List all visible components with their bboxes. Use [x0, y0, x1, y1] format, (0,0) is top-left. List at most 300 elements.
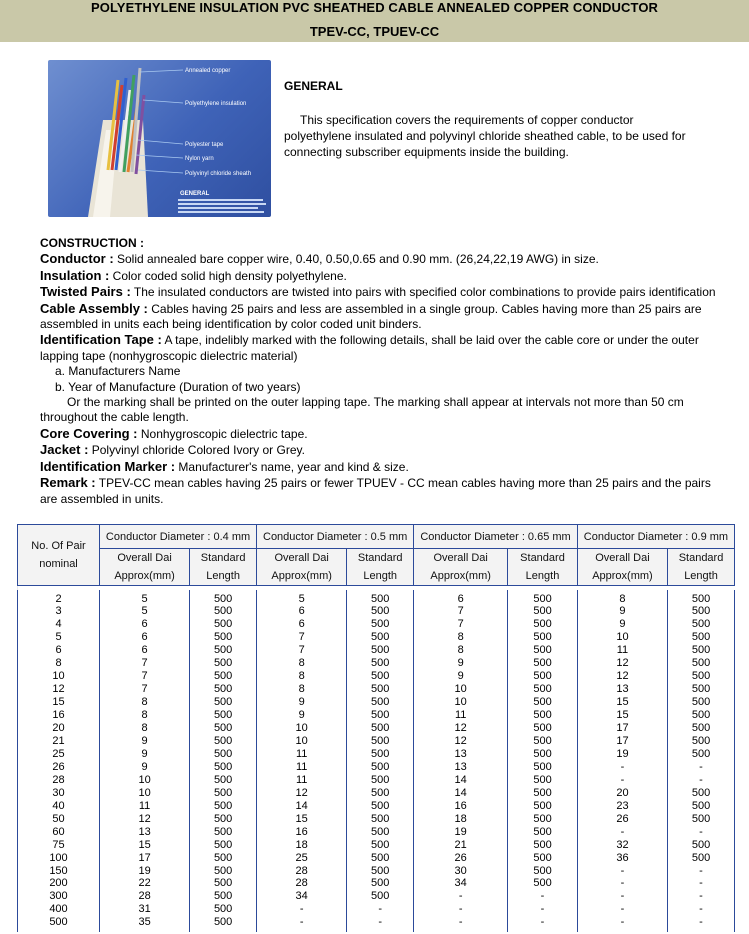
table-cell: 19	[616, 747, 629, 760]
table-cell: 28	[295, 864, 308, 877]
table-cell: 500	[371, 760, 390, 773]
table-cell: -	[620, 890, 625, 903]
table-cell: 12	[138, 812, 151, 825]
table-cell: -	[620, 825, 625, 838]
table-cell: 500	[533, 825, 552, 838]
table-cell: 15	[295, 812, 308, 825]
table-cell: 500	[533, 851, 552, 864]
table-cell: 500	[213, 786, 233, 799]
subheader-overall-dia-line1: Overall Dai	[433, 552, 488, 564]
table-cell: 17	[138, 851, 151, 864]
table-cell: 500	[691, 812, 711, 825]
table-cell: 500	[371, 709, 390, 722]
table-cell: 11	[295, 747, 308, 760]
table-cell: 500	[213, 825, 233, 838]
table-cell: 500	[49, 916, 68, 929]
twisted-line	[40, 284, 720, 300]
table-cell: 8	[55, 657, 62, 670]
table-cell: 8	[619, 592, 626, 605]
table-cell: 9	[619, 618, 626, 631]
table-cell: 7	[141, 670, 148, 683]
core-line	[40, 426, 720, 442]
table-cell: 7	[141, 657, 148, 670]
table-cell: 500	[213, 890, 233, 903]
table-cell: 500	[213, 747, 233, 760]
table-cell: 500	[213, 773, 233, 786]
table-cell: -	[458, 903, 463, 916]
table-cell: 75	[52, 838, 65, 851]
table-cell: 11	[616, 644, 629, 657]
table-cell: 16	[454, 799, 467, 812]
table-cell: 8	[141, 696, 148, 709]
table-cell: -	[699, 877, 703, 890]
table-cell: -	[699, 760, 703, 773]
table-cell: 40	[52, 799, 65, 812]
table-cell: 32	[616, 838, 629, 851]
page-header	[0, 0, 749, 42]
table-cell: -	[620, 864, 625, 877]
table-cell: 8	[457, 644, 464, 657]
table-cell: 16	[52, 709, 65, 722]
table-cell: 9	[298, 709, 305, 722]
table-cell: 500	[371, 799, 390, 812]
label-annealed-copper: Annealed copper	[185, 68, 231, 74]
table-cell: -	[699, 890, 703, 903]
table-cell: 500	[371, 670, 390, 683]
table-cell: 500	[371, 838, 390, 851]
table-cell: 20	[52, 722, 65, 735]
table-cell: 500	[533, 786, 552, 799]
table-cell: 7	[298, 631, 305, 644]
table-cell: -	[620, 916, 625, 929]
table-cell: 5	[141, 592, 148, 605]
table-cell: 2	[55, 592, 62, 605]
table-cell: -	[540, 916, 545, 929]
subheader-overall-dia	[257, 549, 347, 586]
jacket-line	[40, 442, 720, 458]
group-header-0.9: Conductor Diameter : 0.9 mm	[577, 525, 734, 549]
cable-spec-table	[17, 524, 735, 932]
subheader-overall-dia-line2: Approx(mm)	[430, 570, 491, 582]
table-cell: 6	[298, 618, 305, 631]
table-cell: 500	[691, 709, 711, 722]
subheader-standard-length	[668, 549, 735, 586]
construction-section	[40, 236, 720, 507]
table-cell: 12	[616, 670, 629, 683]
table-cell: 500	[213, 722, 233, 735]
subheader-standard-length	[347, 549, 414, 586]
table-cell: 7	[457, 618, 464, 631]
table-cell: 11	[295, 760, 308, 773]
table-cell: 500	[371, 786, 390, 799]
table-cell: 28	[295, 877, 308, 890]
table-cell: 10	[138, 786, 151, 799]
table-cell: 12	[454, 734, 467, 747]
table-cell: 21	[52, 734, 65, 747]
table-cell: 500	[691, 799, 711, 812]
table-cell: -	[620, 877, 625, 890]
len-0.9-column	[668, 590, 735, 933]
table-cell: 18	[454, 812, 467, 825]
table-cell: 500	[213, 618, 233, 631]
table-cell: 500	[533, 618, 552, 631]
subheader-standard-length-line2: Length	[363, 570, 398, 582]
page-title: POLYETHYLENE INSULATION PVC SHEATHED CABLE ANNEALED COPPER CONDUCTOR	[90, 0, 659, 15]
table-cell: 12	[295, 786, 308, 799]
table-cell: 500	[691, 631, 711, 644]
table-cell: -	[378, 903, 383, 916]
label-polyester-tape: Polyester tape	[185, 142, 224, 148]
table-cell: -	[699, 825, 703, 838]
table-cell: -	[620, 903, 625, 916]
table-cell: 31	[138, 903, 151, 916]
subheader-standard-length	[508, 549, 578, 586]
table-cell: 200	[49, 877, 68, 890]
table-cell: 9	[457, 670, 464, 683]
table-cell: 21	[454, 838, 467, 851]
table-cell: 10	[295, 722, 308, 735]
construction-heading: CONSTRUCTION :	[40, 236, 144, 250]
table-cell: 500	[371, 747, 390, 760]
idtape-item-a: a. Manufacturers Name	[55, 364, 181, 379]
subheader-overall-dia	[414, 549, 508, 586]
table-cell: 100	[49, 851, 68, 864]
table-cell: 500	[691, 696, 711, 709]
table-cell: 19	[138, 864, 151, 877]
marker-label: Identification Marker :	[40, 458, 176, 474]
table-cell: 11	[454, 709, 467, 722]
table-cell: -	[699, 916, 703, 929]
marker-line	[40, 459, 720, 475]
table-cell: 500	[533, 670, 552, 683]
table-cell: 5	[298, 592, 305, 605]
conductor-line	[40, 251, 720, 267]
table-cell: 13	[454, 747, 467, 760]
subheader-standard-length-line1: Standard	[200, 552, 246, 564]
table-cell: 500	[213, 734, 233, 747]
table-cell: 3	[55, 605, 62, 618]
table-cell: 6	[298, 605, 305, 618]
table-cell: 500	[371, 877, 390, 890]
table-cell: 500	[533, 864, 552, 877]
table-cell: 500	[371, 773, 390, 786]
table-cell: 8	[141, 709, 148, 722]
table-cell: 11	[138, 799, 151, 812]
table-cell: 6	[457, 592, 464, 605]
table-cell: 4	[55, 618, 62, 631]
col-header-pairs-line2: nominal	[39, 558, 78, 570]
table-cell: 500	[691, 734, 711, 747]
table-cell: 500	[533, 696, 552, 709]
table-cell: 400	[49, 903, 68, 916]
table-cell: 500	[213, 851, 233, 864]
table-cell: 9	[619, 605, 626, 618]
group-header-0.4: Conductor Diameter : 0.4 mm	[100, 525, 257, 549]
table-cell: 500	[371, 825, 390, 838]
assembly-label: Cable Assembly :	[40, 300, 148, 316]
table-cell: 500	[691, 670, 711, 683]
subheader-standard-length	[190, 549, 257, 586]
subheader-overall-dia-line1: Overall Dai	[117, 552, 172, 564]
table-cell: 500	[371, 644, 390, 657]
table-cell: 9	[141, 760, 148, 773]
table-cell: 9	[141, 734, 148, 747]
table-cell: 25	[52, 747, 65, 760]
table-cell: 500	[213, 812, 233, 825]
table-cell: 8	[141, 722, 148, 735]
table-cell: 500	[533, 657, 552, 670]
table-cell: 5	[141, 605, 148, 618]
table-cell: 6	[141, 644, 148, 657]
table-cell: 150	[49, 864, 68, 877]
table-cell: 26	[52, 760, 65, 773]
table-cell: 10	[138, 773, 151, 786]
assembly-line	[40, 301, 720, 333]
marking-text: Or the marking shall be printed on the outer lapping tape. The marking shall appear at intervals not more than 50 cm throughout the cable length.	[40, 395, 684, 425]
table-cell: 30	[52, 786, 65, 799]
core-text: Nonhygroscopic dielectric tape.	[137, 426, 308, 441]
table-cell: 8	[298, 670, 305, 683]
table-cell: 8	[457, 631, 464, 644]
table-cell: 500	[371, 683, 390, 696]
table-cell: 25	[295, 851, 308, 864]
table-cell: 500	[533, 773, 552, 786]
table-cell: 6	[55, 644, 62, 657]
jacket-label: Jacket :	[40, 442, 89, 458]
table-cell: 10	[295, 734, 308, 747]
table-cell: 500	[213, 592, 233, 605]
dia-0.65-column	[414, 590, 508, 933]
subheader-overall-dia-line2: Approx(mm)	[592, 570, 653, 582]
insulation-text: Color coded solid high density polyethylene.	[109, 268, 347, 283]
table-cell: -	[540, 903, 545, 916]
table-cell: 500	[213, 631, 233, 644]
table-cell: 500	[371, 618, 390, 631]
subheader-standard-length-line1: Standard	[357, 552, 403, 564]
remark-line	[40, 475, 720, 507]
twisted-text: The insulated conductors are twisted into pairs with specified color combinations to provide pairs identification	[130, 285, 716, 300]
label-polyethylene-insulation: Polyethylene insulation	[185, 101, 247, 107]
table-cell: 500	[371, 605, 390, 618]
table-cell: 34	[295, 890, 308, 903]
table-cell: 500	[691, 592, 711, 605]
subheader-standard-length-line1: Standard	[678, 552, 724, 564]
remark-text: TPEV-CC mean cables having 25 pairs or fewer TPUEV - CC mean cables having more than 25 pairs and the pairs are assembled in units.	[40, 476, 711, 506]
table-cell: 11	[295, 773, 308, 786]
label-pvc-sheath: Polyvinyl chloride sheath	[185, 171, 252, 177]
table-cell: 500	[213, 709, 233, 722]
pairs-column	[18, 590, 100, 933]
table-cell: 13	[454, 760, 467, 773]
table-cell: 12	[454, 722, 467, 735]
remark-label: Remark :	[40, 475, 96, 491]
table-cell: 500	[213, 696, 233, 709]
table-cell: 7	[457, 605, 464, 618]
table-cell: 9	[298, 696, 305, 709]
table-cell: 16	[295, 825, 308, 838]
table-cell: 15	[138, 838, 151, 851]
table-cell: 500	[371, 851, 390, 864]
table-cell: 500	[691, 722, 711, 735]
general-heading: GENERAL	[284, 79, 343, 93]
subheader-overall-dia	[577, 549, 667, 586]
table-cell: 20	[616, 786, 629, 799]
table-cell: 500	[533, 734, 552, 747]
assembly-text: Cables having 25 pairs and less are assembled in a single group. Cables having more than 25 pairs are assembled in units each being identification by color coded unit binders.	[40, 301, 702, 332]
table-cell: 15	[52, 696, 65, 709]
table-cell: 500	[371, 696, 390, 709]
table-cell: 500	[371, 657, 390, 670]
conductor-label: Conductor :	[40, 251, 114, 267]
table-cell: -	[540, 890, 545, 903]
table-cell: 35	[138, 916, 151, 929]
table-cell: 500	[371, 631, 390, 644]
table-cell: 500	[213, 838, 233, 851]
table-cell: 500	[533, 838, 552, 851]
table-cell: 60	[52, 825, 65, 838]
idtape-item-b: b. Year of Manufacture (Duration of two years)	[55, 379, 301, 394]
table-cell: 500	[533, 644, 552, 657]
table-cell: 7	[141, 683, 148, 696]
table-cell: 500	[213, 644, 233, 657]
table-cell: 500	[213, 877, 233, 890]
table-cell: 15	[616, 709, 629, 722]
table-cell: 500	[691, 851, 711, 864]
table-cell: 26	[616, 812, 629, 825]
table-cell: 500	[691, 786, 711, 799]
subheader-standard-length-line2: Length	[525, 570, 560, 582]
subheader-standard-length-line1: Standard	[520, 552, 565, 564]
cable-cross-section-image	[48, 60, 271, 217]
image-caption-heading: GENERAL	[180, 191, 210, 197]
group-header-0.5: Conductor Diameter : 0.5 mm	[257, 525, 414, 549]
table-cell: 28	[138, 890, 151, 903]
dia-0.5-column	[257, 590, 347, 933]
table-cell: 6	[141, 618, 148, 631]
table-cell: 34	[454, 877, 467, 890]
table-cell: 500	[213, 760, 233, 773]
table-cell: 14	[295, 799, 308, 812]
idtape-text: A tape, indelibly marked with the following details, shall be laid over the cable core or under the outer lapping tape (nonhygroscopic dielectric material)	[40, 333, 699, 363]
table-cell: 500	[371, 864, 390, 877]
table-cell: -	[620, 760, 625, 773]
table-cell: 50	[52, 812, 65, 825]
table-cell: 500	[213, 799, 233, 812]
len-0.65-column	[508, 590, 578, 933]
subheader-overall-dia-line2: Approx(mm)	[114, 570, 175, 582]
table-cell: -	[699, 903, 703, 916]
table-cell: 12	[616, 657, 629, 670]
page-subtitle: TPEV-CC, TPUEV-CC	[309, 24, 440, 39]
table-cell: 8	[298, 683, 305, 696]
table-cell: 500	[533, 812, 552, 825]
table-cell: 500	[533, 760, 552, 773]
table-cell: 7	[298, 644, 305, 657]
table-cell: 12	[52, 683, 65, 696]
table-cell: 500	[533, 799, 552, 812]
len-0.5-column	[347, 590, 414, 933]
table-cell: 8	[298, 657, 305, 670]
jacket-text: Polyvinyl chloride Colored Ivory or Grey.	[88, 443, 305, 458]
col-header-pairs-line1: No. Of Pair	[31, 540, 86, 552]
table-cell: 28	[52, 773, 65, 786]
subheader-overall-dia	[100, 549, 190, 586]
dia-0.9-column	[577, 590, 667, 933]
core-label: Core Covering :	[40, 425, 138, 441]
table-cell: 500	[691, 747, 711, 760]
table-cell: -	[699, 773, 703, 786]
table-cell: 500	[371, 812, 390, 825]
subheader-overall-dia-line1: Overall Dai	[274, 552, 329, 564]
table-cell: 10	[616, 631, 629, 644]
table-cell: 6	[141, 631, 148, 644]
table-cell: 19	[454, 825, 467, 838]
table-cell: 500	[533, 683, 552, 696]
twisted-label: Twisted Pairs :	[40, 284, 131, 300]
table-cell: 500	[213, 657, 233, 670]
table-cell: -	[699, 864, 703, 877]
table-cell: 9	[457, 657, 464, 670]
conductor-text: Solid annealed bare copper wire, 0.40, 0.50,0.65 and 0.90 mm. (26,24,22,19 AWG) in size.	[113, 252, 599, 267]
table-cell: -	[299, 916, 304, 929]
table-cell: 500	[691, 618, 711, 631]
table-cell: 17	[616, 734, 629, 747]
subheader-overall-dia-line2: Approx(mm)	[271, 570, 332, 582]
table-cell: 30	[454, 864, 467, 877]
table-cell: 5	[55, 631, 62, 644]
table-cell: 17	[616, 722, 629, 735]
table-cell: 500	[691, 657, 711, 670]
table-cell: 13	[138, 825, 151, 838]
table-cell: 13	[616, 683, 629, 696]
table-cell: 500	[213, 916, 233, 929]
table-cell: 23	[616, 799, 629, 812]
table-cell: 500	[533, 592, 552, 605]
table-cell: 14	[454, 773, 467, 786]
len-0.4-column	[190, 590, 257, 933]
table-cell: 500	[371, 722, 390, 735]
table-cell: 10	[454, 683, 467, 696]
table-cell: 500	[533, 877, 552, 890]
table-cell: 500	[371, 734, 390, 747]
label-nylon-yarn: Nylon yarn	[185, 156, 214, 162]
table-cell: 500	[533, 722, 552, 735]
table-cell: 500	[213, 683, 233, 696]
table-cell: 15	[616, 696, 629, 709]
table-cell: 500	[533, 709, 552, 722]
group-header-0.65: Conductor Diameter : 0.65 mm	[414, 525, 578, 549]
table-cell: 9	[141, 747, 148, 760]
subheader-standard-length-line2: Length	[684, 570, 718, 582]
table-cell: 500	[213, 903, 233, 916]
table-cell: -	[378, 916, 383, 929]
idtape-label: Identification Tape :	[40, 332, 162, 348]
table-cell: 500	[213, 670, 233, 683]
insulation-line	[40, 268, 720, 284]
table-cell: 500	[691, 683, 711, 696]
dia-0.4-column	[100, 590, 190, 933]
table-cell: 18	[295, 838, 308, 851]
table-cell: 10	[52, 670, 65, 683]
table-cell: 500	[213, 864, 233, 877]
table-cell: 500	[533, 605, 552, 618]
table-cell: 10	[454, 696, 467, 709]
marker-text: Manufacturer's name, year and kind & size.	[175, 459, 409, 474]
table-cell: 36	[616, 851, 629, 864]
table-cell: 22	[138, 877, 151, 890]
idtape-line	[40, 332, 720, 364]
general-paragraph: This specification covers the requirements of copper conductor polyethylene insulated and polyvinyl chloride sheathed cable, to be used for connecting subscriber equipments inside the building.	[284, 113, 686, 159]
